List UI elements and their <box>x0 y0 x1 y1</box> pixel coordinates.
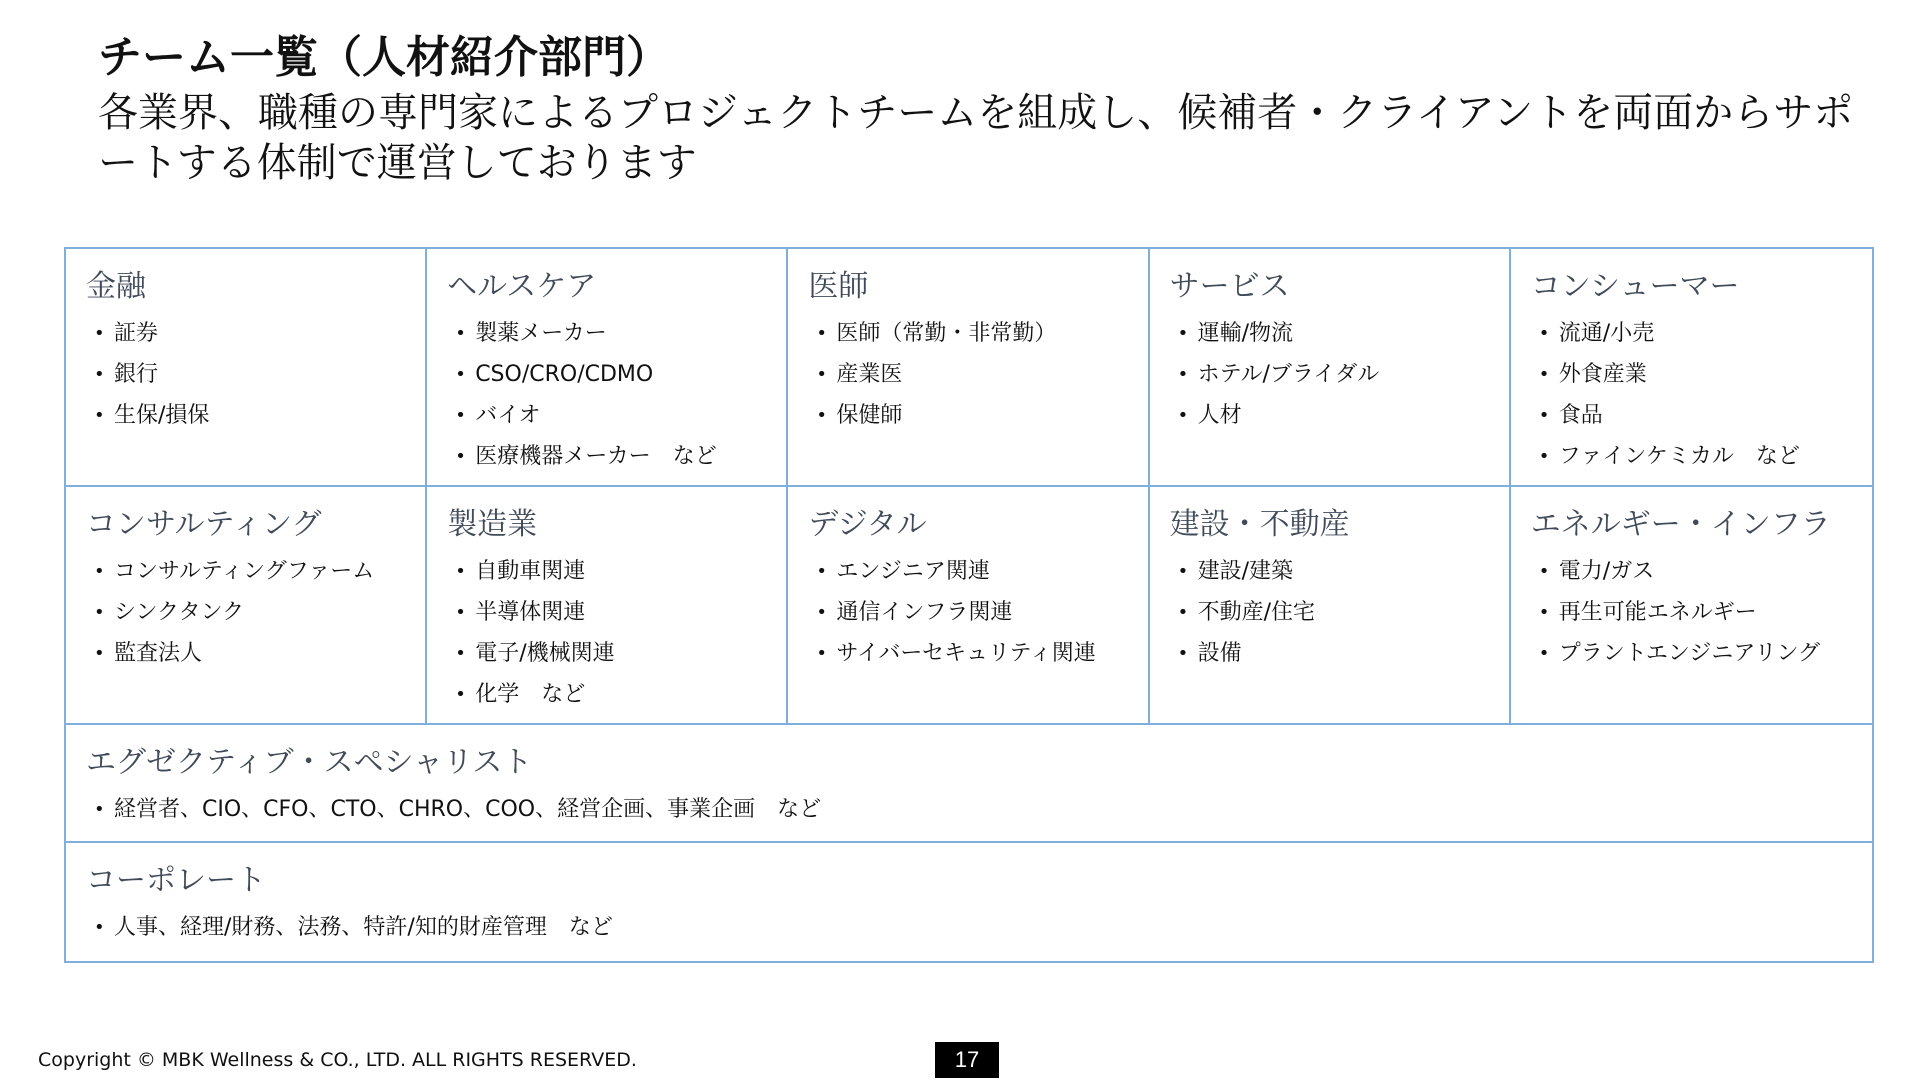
page-number: 17 <box>935 1042 999 1078</box>
team-cell-service <box>1150 249 1511 487</box>
team-item-list <box>86 907 1872 948</box>
team-grid <box>64 247 1874 963</box>
list-item: • 証券 <box>94 313 425 354</box>
team-item-list <box>1531 313 1872 477</box>
list-item: • 化学 など <box>455 674 786 715</box>
list-item: • シンクタンク <box>94 592 425 633</box>
team-title: 医師 <box>808 269 869 304</box>
team-cell-energy <box>1511 487 1872 725</box>
team-item-list <box>1170 313 1509 436</box>
team-title: デジタル <box>808 507 927 542</box>
list-item: • 人材 <box>1178 395 1509 436</box>
list-item: • 医師（常勤・非常勤） <box>816 313 1147 354</box>
team-item-list <box>86 551 425 674</box>
team-item-list <box>808 313 1147 436</box>
list-item: • プラントエンジニアリング <box>1539 633 1872 674</box>
team-item-list <box>808 551 1147 674</box>
list-item: • 自動車関連 <box>455 551 786 592</box>
list-item: • 外食産業 <box>1539 354 1872 395</box>
page-subtitle: 各業界、職種の専門家によるプロジェクトチームを組成し、候補者・クライアントを両面からサポートする体制で運営しております <box>98 90 1854 186</box>
list-item: • 食品 <box>1539 395 1872 436</box>
team-title: 建設・不動産 <box>1169 507 1350 542</box>
list-item: • 医療機器メーカー など <box>455 436 786 477</box>
team-item-list <box>86 313 425 436</box>
list-item: • 産業医 <box>816 354 1147 395</box>
team-cell-doctor <box>788 249 1149 487</box>
team-title: エネルギー・インフラ <box>1530 507 1831 542</box>
team-cell-consulting <box>66 487 427 725</box>
list-item: • 通信インフラ関連 <box>816 592 1147 633</box>
list-item: • 建設/建築 <box>1178 551 1509 592</box>
team-title: ヘルスケア <box>447 269 597 304</box>
list-item: • 人事、経理/財務、法務、特許/知的財産管理 など <box>94 907 1872 948</box>
team-cell-executive <box>66 725 1872 843</box>
team-item-list <box>447 313 786 477</box>
list-item: • 流通/小売 <box>1539 313 1872 354</box>
list-item: • コンサルティングファーム <box>94 551 425 592</box>
team-item-list <box>86 789 1872 830</box>
team-title: コンシューマー <box>1530 269 1740 304</box>
team-cell-consumer <box>1511 249 1872 487</box>
list-item: • 電力/ガス <box>1539 551 1872 592</box>
team-title: サービス <box>1169 269 1290 304</box>
list-item: • 生保/損保 <box>94 395 425 436</box>
team-item-list <box>447 551 786 715</box>
copyright-notice: Copyright © MBK Wellness & CO., LTD. ALL RIGHTS RESERVED. <box>38 1049 637 1071</box>
list-item: • 電子/機械関連 <box>455 633 786 674</box>
list-item: • 半導体関連 <box>455 592 786 633</box>
team-item-list <box>1531 551 1872 674</box>
team-item-list <box>1170 551 1509 674</box>
page-title: チーム一覧（人材紹介部門） <box>98 32 670 83</box>
list-item: • バイオ <box>455 395 786 436</box>
list-item: • サイバーセキュリティ関連 <box>816 633 1147 674</box>
list-item: • 保健師 <box>816 395 1147 436</box>
team-title: エグゼクティブ・スペシャリスト <box>86 745 533 780</box>
list-item: • 再生可能エネルギー <box>1539 592 1872 633</box>
team-cell-finance <box>66 249 427 487</box>
team-cell-digital <box>788 487 1149 725</box>
list-item: • エンジニア関連 <box>816 551 1147 592</box>
list-item: • 運輸/物流 <box>1178 313 1509 354</box>
team-title: コンサルティング <box>86 507 322 542</box>
team-cell-corporate <box>66 843 1872 961</box>
list-item: • 経営者、CIO、CFO、CTO、CHRO、COO、経営企画、事業企画 など <box>94 789 1872 830</box>
list-item: • CSO/CRO/CDMO <box>455 354 786 395</box>
team-title: 金融 <box>86 269 146 304</box>
list-item: • 不動産/住宅 <box>1178 592 1509 633</box>
list-item: • 監査法人 <box>94 633 425 674</box>
list-item: • ホテル/ブライダル <box>1178 354 1509 395</box>
list-item: • 銀行 <box>94 354 425 395</box>
team-title: 製造業 <box>447 507 538 542</box>
list-item: • ファインケミカル など <box>1539 436 1872 477</box>
team-title: コーポレート <box>86 863 266 898</box>
team-cell-healthcare <box>427 249 788 487</box>
team-cell-construction <box>1150 487 1511 725</box>
list-item: • 設備 <box>1178 633 1509 674</box>
team-cell-manufacturing <box>427 487 788 725</box>
list-item: • 製薬メーカー <box>455 313 786 354</box>
